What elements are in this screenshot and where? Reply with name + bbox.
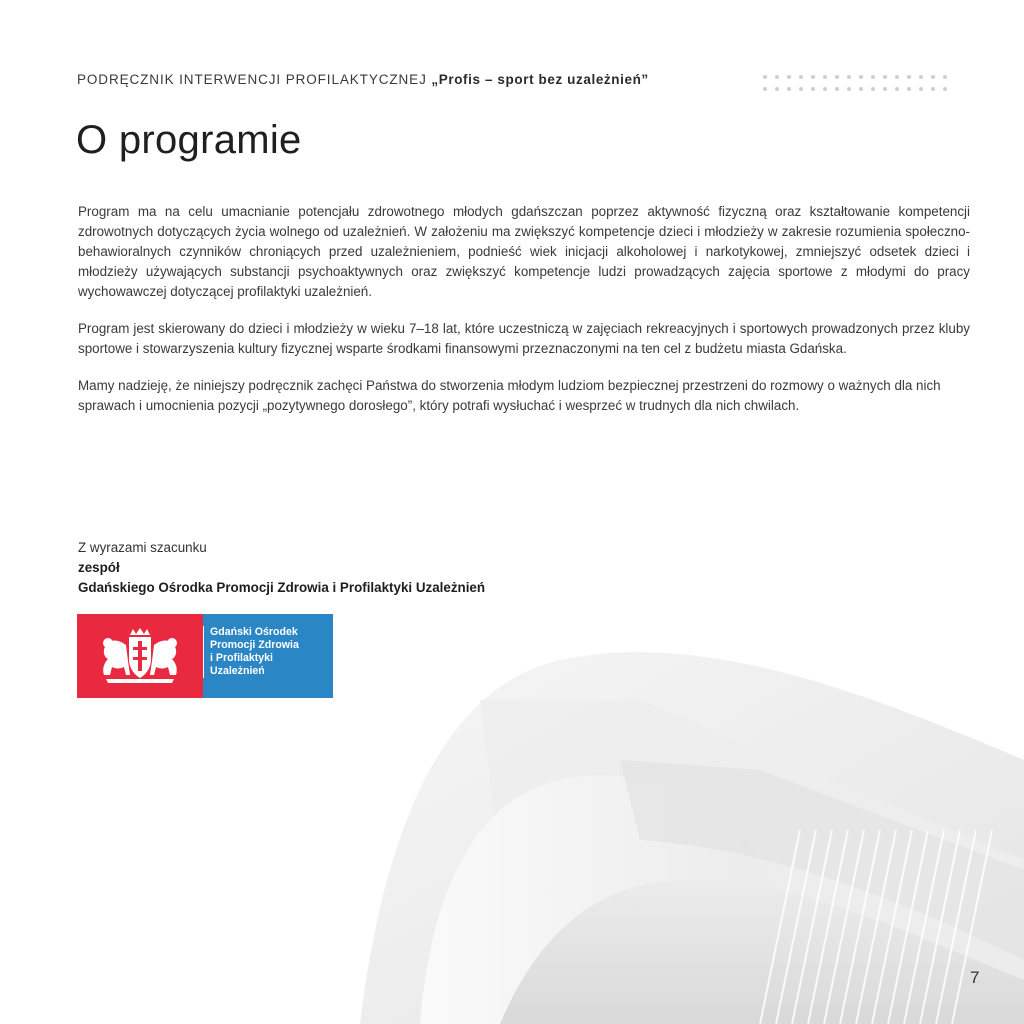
header-program-name: „Profis – sport bez uzależnień” [431, 72, 649, 87]
page-number: 7 [970, 968, 980, 987]
signature-greeting: Z wyrazami szacunku [78, 540, 207, 555]
logo-text-line-4: Uzależnień [203, 665, 333, 678]
gdansk-coat-of-arms-icon [92, 625, 188, 687]
signature-organization: Gdańskiego Ośrodka Promocji Zdrowia i Profilaktyki Uzależnień [78, 580, 486, 595]
logo-text-line-2: Promocji Zdrowia [203, 639, 333, 652]
signature-block [78, 538, 485, 598]
body-text [78, 202, 970, 433]
signature-team: zespół [78, 560, 120, 575]
page-title: O programie [76, 118, 302, 162]
logo-text-line-3: i Profilaktyki [203, 652, 333, 665]
paragraph-target-group: Program jest skierowany do dzieci i młodzieży w wieku 7–18 lat, które uczestniczą w zajęciach rekreacyjnych i sportowych prowadzonych przez kluby sportowe i stowarzyszenia kultury fizycznej wsparte środkami finansowymi przeznaczonymi na ten cel z budżetu miasta Gdańska. [78, 321, 970, 356]
paragraph-closing-hope: Mamy nadzieję, że niniejszy podręcznik zachęci Państwa do stworzenia młodym ludziom bezpiecznej przestrzeni do rozmowy o ważnych dla nich sprawach i umocnienia pozycji „pozytywnego dorosłego”, który potrafi wysłuchać i wesprzeć w trudnych dla nich chwilach. [78, 378, 941, 413]
header-dot-pattern [762, 74, 952, 94]
header-prefix: PODRĘCZNIK INTERWENCJI PROFILAKTYCZNEJ [77, 72, 427, 87]
organization-logo [77, 614, 333, 698]
running-header [77, 72, 649, 87]
logo-emblem-panel [77, 614, 203, 698]
logo-text-panel [203, 614, 333, 698]
paragraph-program-goal: Program ma na celu umacnianie potencjału zdrowotnego młodych gdańszczan poprzez aktywność fizyczną oraz kształtowanie kompetencji zdrowotnych dotyczących życia wolnego od uzależnień. W założeniu ma zwiększyć kompetencje dzieci i młodzieży w zakresie rozumienia społeczno-behawioralnych czynników chroniących przed uzależnieniem, podnieść wiek inicjacji alkoholowej i narkotykowej, zmniejszyć odsetek dzieci i młodzieży używających substancji psychoaktywnych oraz zwiększyć kompetencje ludzi prowadzących zajęcia sportowe z młodymi do pracy wychowawczej dotyczącej profilaktyki uzależnień. [78, 204, 970, 299]
logo-text-line-1: Gdański Ośrodek [203, 626, 333, 639]
